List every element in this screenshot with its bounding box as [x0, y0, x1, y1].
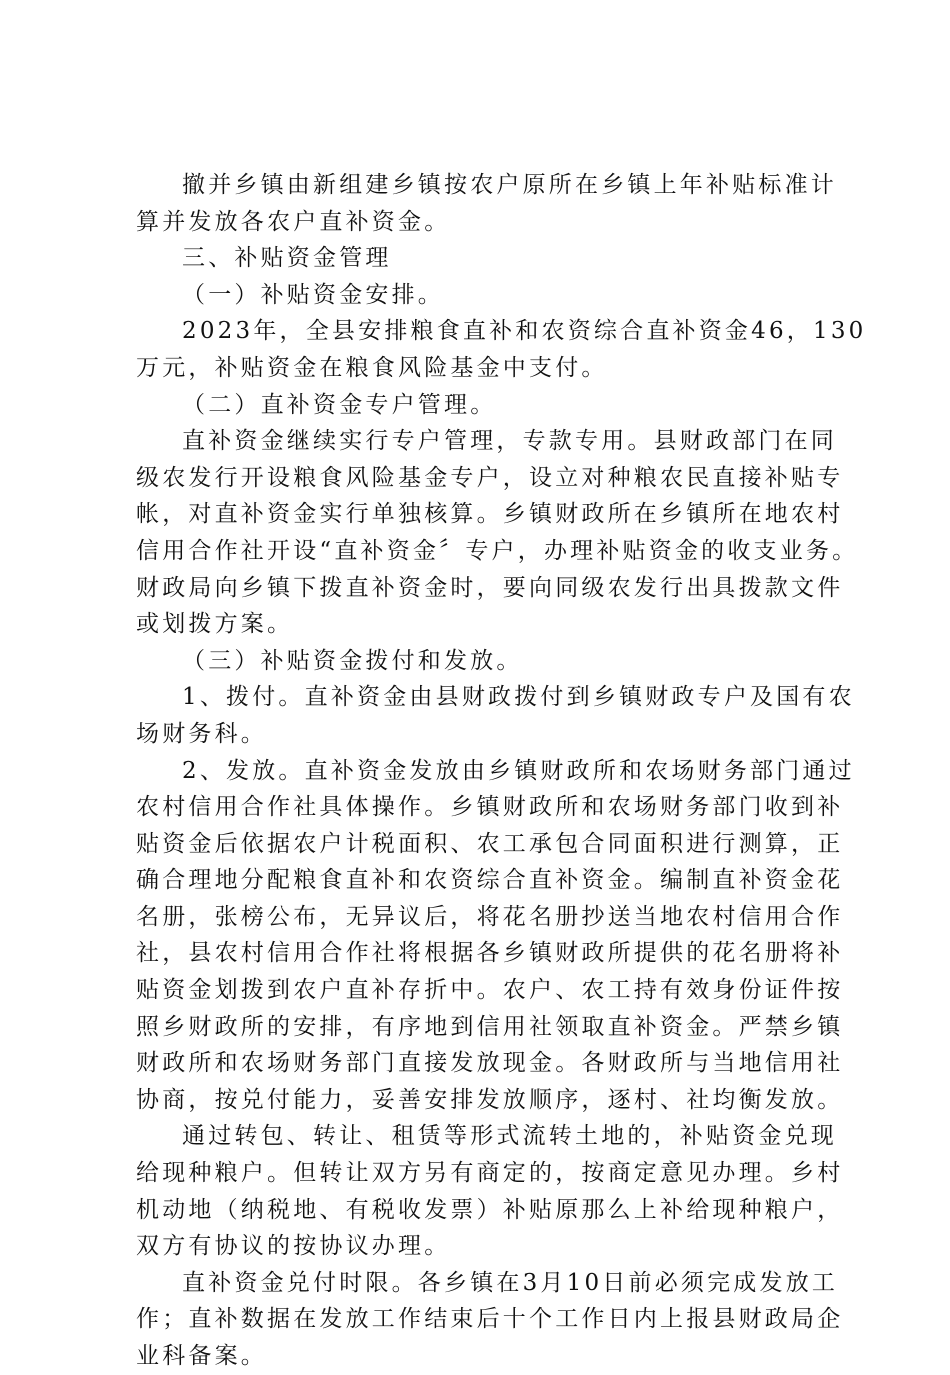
- text-line: 算并发放各农户直补资金。: [136, 208, 451, 235]
- text-line: 农村信用合作社具体操作。乡镇财政所和农场财务部门收到补: [136, 794, 844, 821]
- text-line: 财政所和农场财务部门直接发放现金。各财政所与当地信用社: [136, 1050, 844, 1077]
- text-line: 信用合作社开设“直补资金〞专户，办理补贴资金的收支业务。: [136, 537, 859, 564]
- section-heading: 三、补贴资金管理: [182, 245, 392, 272]
- text-line: 直补资金兑付时限。各乡镇在3月10日前必须完成发放工: [182, 1269, 839, 1296]
- text-line: 协商，按兑付能力，妥善安排发放顺序，逐村、社均衡发放。: [136, 1086, 844, 1113]
- text-line: 或划拨方案。: [136, 611, 294, 638]
- text-line: 机动地（纳税地、有税收发票）补贴原那么上补给现种粮户，: [136, 1196, 844, 1223]
- subsection-heading: （二）直补资金专户管理。: [182, 391, 497, 418]
- text-line: 1、拨付。直补资金由县财政拨付到乡镇财政专户及国有农: [182, 684, 855, 711]
- text-line: 确合理地分配粮食直补和农资综合直补资金。编制直补资金花: [136, 867, 844, 894]
- text-line: 作；直补数据在发放工作结束后十个工作日内上报县财政局企: [136, 1306, 844, 1333]
- text-line: 名册，张榜公布，无异议后，将花名册抄送当地农村信用合作: [136, 903, 844, 930]
- text-line: 给现种粮户。但转让双方另有商定的，按商定意见办理。乡村: [136, 1160, 844, 1187]
- text-line: 双方有协议的按协议办理。: [136, 1233, 451, 1260]
- text-line: 场财务科。: [136, 720, 267, 747]
- text-line: 贴资金后依据农户计税面积、农工承包合同面积进行测算，正: [136, 830, 844, 857]
- text-line: 直补资金继续实行专户管理，专款专用。县财政部门在同: [182, 428, 837, 455]
- text-line: 级农发行开设粮食风险基金专户，设立对种粮农民直接补贴专: [136, 464, 844, 491]
- text-line: 贴资金划拨到农户直补存折中。农户、农工持有效身份证件按: [136, 977, 844, 1004]
- subsection-heading: （三）补贴资金拨付和发放。: [182, 647, 523, 674]
- text-line: 业科备案。: [136, 1343, 267, 1369]
- text-line: 社，县农村信用合作社将根据各乡镇财政所提供的花名册将补: [136, 940, 844, 967]
- text-line: 通过转包、转让、租赁等形式流转土地的，补贴资金兑现: [182, 1123, 837, 1150]
- text-line: 照乡财政所的安排，有序地到信用社领取直补资金。严禁乡镇: [136, 1013, 844, 1040]
- subsection-heading: （一）补贴资金安排。: [182, 281, 444, 308]
- text-line: 帐，对直补资金实行单独核算。乡镇财政所在乡镇所在地农村: [136, 501, 844, 528]
- text-line: 万元，补贴资金在粮食风险基金中支付。: [136, 354, 608, 381]
- text-line: 撤并乡镇由新组建乡镇按农户原所在乡镇上年补贴标准计: [182, 172, 837, 198]
- text-line: 2023年，全县安排粮食直补和农资综合直补资金46，130: [182, 318, 867, 345]
- text-line: 2、发放。直补资金发放由乡镇财政所和农场财务部门通过: [182, 757, 855, 784]
- text-line: 财政局向乡镇下拨直补资金时，要向同级农发行出具拨款文件: [136, 574, 844, 601]
- document-body: [136, 167, 867, 1375]
